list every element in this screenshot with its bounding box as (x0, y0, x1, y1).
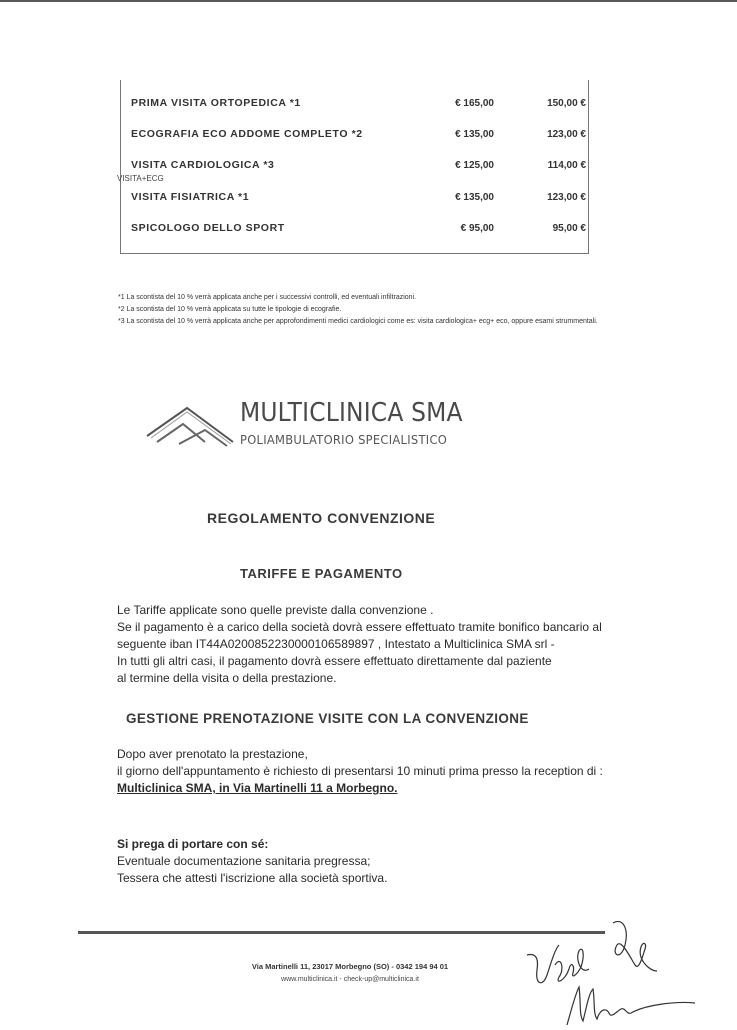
text-line: al termine della visita o della prestazione. (117, 671, 337, 685)
bring-title: Si prega di portare con sé: (117, 837, 269, 851)
service-name: VISITA FISIATRICA *1 (131, 191, 250, 203)
logo-title: MULTICLINICA SMA (240, 398, 463, 428)
list-price: € 135,00 (455, 129, 494, 140)
table-row (121, 191, 588, 211)
footer-contacts: www.multiclinica.it - check-up@multiclinica.it (281, 976, 419, 983)
convention-price: 95,00 € (552, 223, 586, 234)
footnote-2: *2 La scontista del 10 % verrà applicata su tutte le tipologie di ecografie. (118, 306, 342, 313)
logo-subtitle: POLIAMBULATORIO SPECIALISTICO (240, 432, 448, 447)
convention-price: 150,00 € (547, 98, 586, 109)
text-line: Se il pagamento è a carico della società dovrà essere effettuato tramite bonifico bancario al (117, 620, 602, 634)
text-line: Dopo aver prenotato la prestazione, (117, 747, 308, 761)
footnote-3: *3 La scontista del 10 % verrà applicata anche per approfondimenti medici cardiologici come es: visita cardiologica+ ecg+ eco, oppure esami strummentali. (118, 318, 598, 325)
service-name: ECOGRAFIA ECO ADDOME COMPLETO *2 (131, 128, 363, 140)
text-line: In tutti gli altri casi, il pagamento dovrà essere effettuato direttamente dal paziente (117, 654, 552, 668)
list-price: € 165,00 (455, 98, 494, 109)
bring-item: Eventuale documentazione sanitaria pregressa; (117, 854, 371, 868)
service-name: SPICOLOGO DELLO SPORT (131, 222, 285, 234)
list-price: € 135,00 (455, 192, 494, 203)
table-row (117, 159, 588, 183)
clinic-address: Multiclinica SMA, in Via Martinelli 11 a Morbegno. (117, 781, 398, 795)
service-name: VISITA CARDIOLOGICA *3 (131, 159, 275, 171)
heading-gestione: GESTIONE PRENOTAZIONE VISITE CON LA CONVENZIONE (126, 711, 529, 726)
top-border (0, 0, 737, 2)
footnote-1: *1 La scontista del 10 % verrà applicata anche per i successivi controlli, ed eventuali infiltrazioni. (118, 294, 417, 301)
bring-item: Tessera che attesti l'iscrizione alla società sportiva. (117, 871, 388, 885)
list-price: € 95,00 (460, 223, 494, 234)
convention-price: 114,00 € (547, 160, 586, 171)
text-line: Le Tariffe applicate sono quelle previste dalla convenzione . (117, 603, 434, 617)
signature-icon (525, 915, 725, 1030)
service-name: PRIMA VISITA ORTOPEDICA *1 (131, 97, 301, 109)
footnotes (118, 292, 598, 328)
tariffe-paragraph (117, 602, 602, 687)
convention-price: 123,00 € (547, 192, 586, 203)
mountain-logo-icon (145, 402, 237, 448)
convention-price: 123,00 € (547, 129, 586, 140)
text-line: il giorno dell'appuntamento è richiesto di presentarsi 10 minuti prima presso la reception di : (117, 764, 603, 778)
list-price: € 125,00 (455, 160, 494, 171)
table-row (121, 97, 588, 117)
gestione-paragraph (117, 746, 603, 797)
heading-regolamento: REGOLAMENTO CONVENZIONE (207, 510, 436, 526)
bring-section (117, 836, 387, 887)
clinic-logo (145, 398, 505, 454)
table-row (121, 128, 588, 148)
price-table (117, 80, 589, 254)
heading-tariffe: TARIFFE E PAGAMENTO (240, 566, 403, 581)
text-line: seguente iban IT44A0200852230000106589897 , Intestato a Multiclinica SMA srl - (117, 637, 555, 651)
footer-address: Via Martinelli 11, 23017 Morbegno (SO) - 0342 194 94 01 (251, 962, 449, 971)
table-row (121, 222, 588, 242)
service-subtitle: VISITA+ECG (117, 174, 164, 183)
